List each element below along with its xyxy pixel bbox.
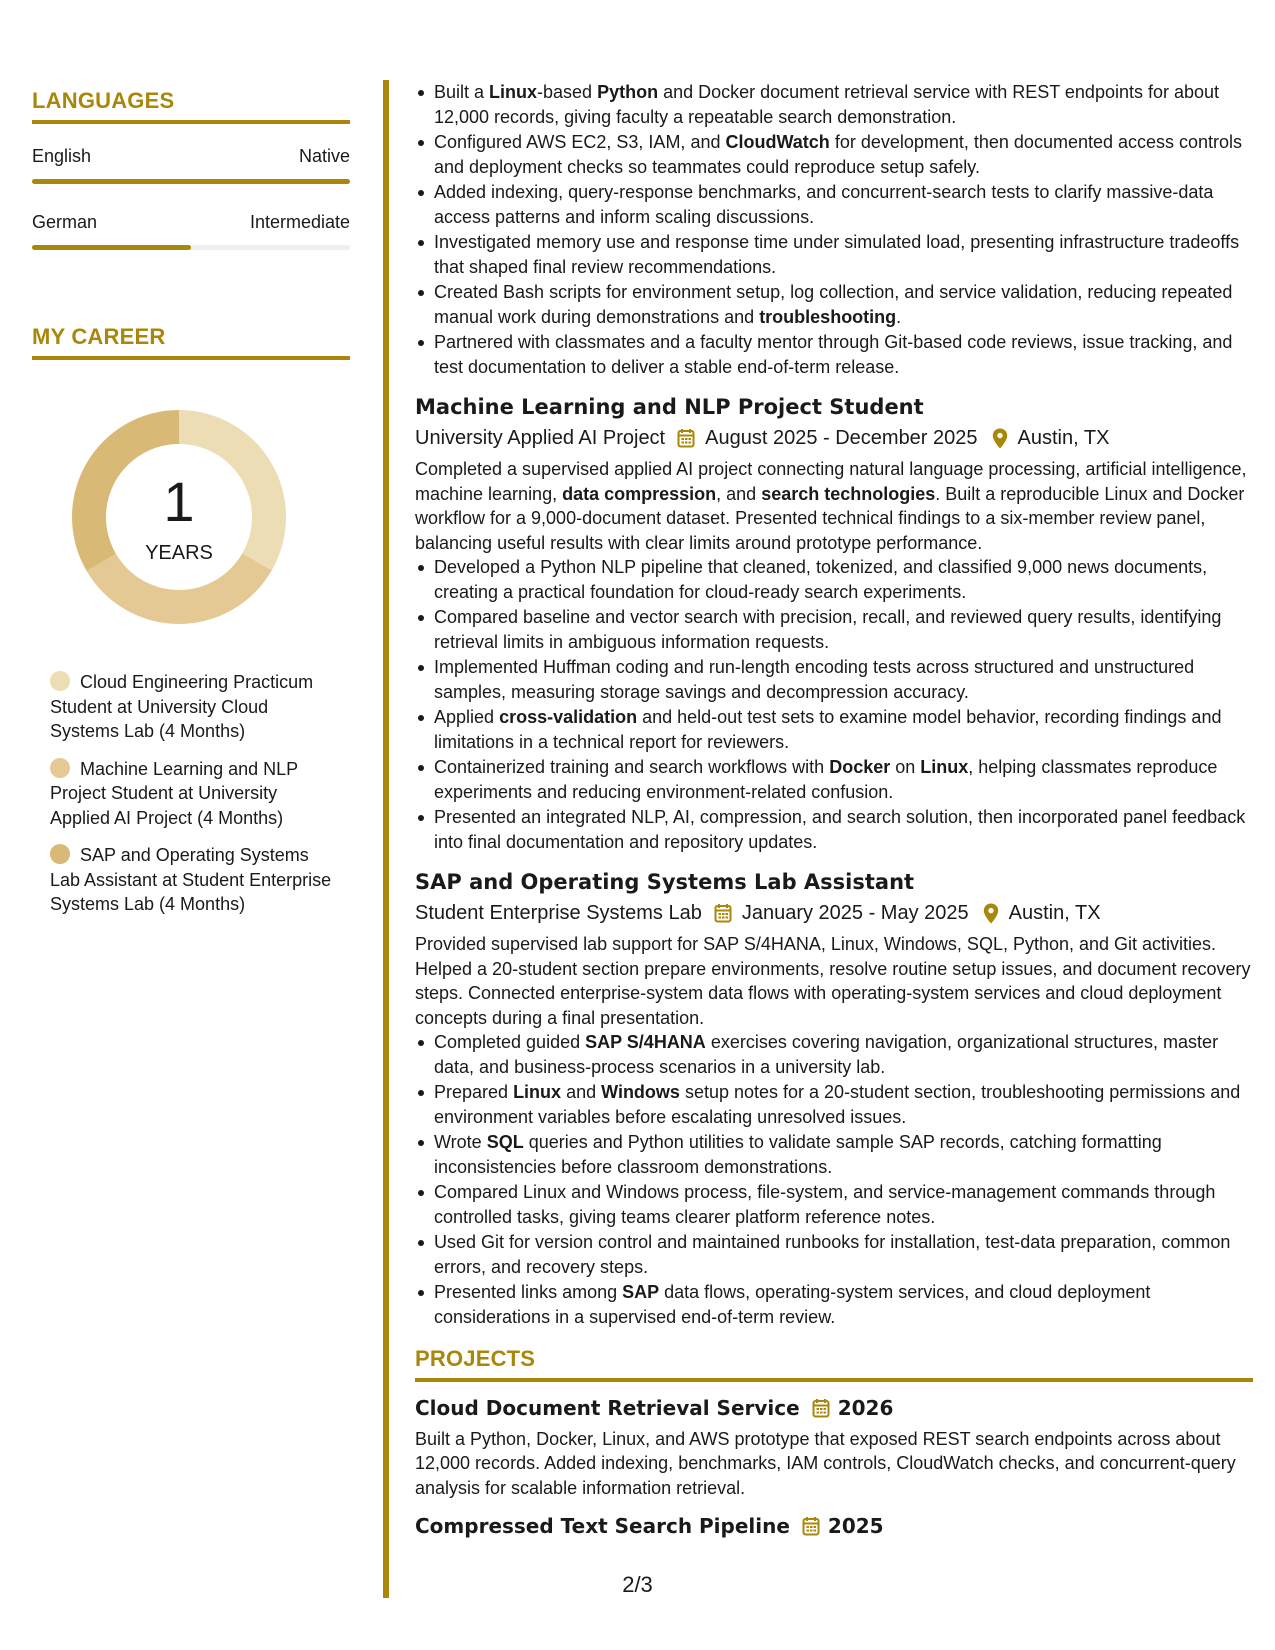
job-summary: Provided supervised lab support for SAP S/4HANA, Linux, Windows, SQL, Python, and Git activities. Helped a 20-student section prepare environments, resolve routine setup issues, and document recovery steps. Connected enterprise-system data flows with operating-system services and cloud deployment concepts during a final presentation. [415,934,1251,1028]
job-title: Machine Learning and NLP Project Student [415,395,924,419]
bullet-item: Configured AWS EC2, S3, IAM, and CloudWatch for development, then documented access controls and deployment checks so teammates could reproduce setup safely. [434,130,1253,179]
bullet-item: Compared baseline and vector search with precision, recall, and reviewed query results, identifying retrieval limits in ambiguous information requests. [434,605,1253,654]
language-level-bar [32,245,350,250]
bullet-item: Built a Linux-based Python and Docker document retrieval service with REST endpoints for about 12,000 records, giving faculty a repeatable search demonstration. [434,80,1253,129]
main-content [415,80,1253,1540]
job-dates: August 2025 - December 2025 [705,427,978,449]
job-org: Student Enterprise Systems Lab [415,902,702,924]
legend-dot [50,844,70,864]
career-donut-chart [66,404,292,630]
calendar-icon [802,1516,820,1536]
project-description: Built a Python, Docker, Linux, and AWS prototype that exposed REST search endpoints across about 12,000 records. Added indexing, benchmarks, IAM controls, CloudWatch checks, and concurrent-query analysis for scalable information retrieval. [415,1428,1236,1498]
project-year: 2026 [837,1395,894,1420]
career-total-label: YEARS [145,542,213,564]
bullet-item: Prepared Linux and Windows setup notes for a 20-student section, troubleshooting permissions and environment variables before escalating unresolved issues. [434,1080,1253,1129]
language-name: English [32,146,92,166]
intro-bullet-list [415,80,1253,379]
legend-text: SAP and Operating Systems Lab Assistant at Student Enterprise Systems Lab (4 Months) [50,845,332,914]
language-level-bar [32,179,350,184]
legend-text: Machine Learning and NLP Project Student at University Applied AI Project (4 Months) [50,758,298,828]
sidebar [32,88,350,930]
job-dates: January 2025 - May 2025 [741,902,969,924]
bullet-item: Applied cross-validation and held-out test sets to examine model behavior, recording findings and limitations in a technical report for reviewers. [434,705,1253,754]
language-level: Native [298,146,350,166]
career-legend-item [50,843,340,917]
language-level: Intermediate [249,212,350,232]
job-meta [415,424,1253,452]
bullet-item: Presented links among SAP data flows, operating-system services, and cloud deployment considerations in a supervised end-of-term review. [434,1280,1253,1329]
project-title-row [415,1394,1253,1422]
bullet-item: Developed a Python NLP pipeline that cleaned, tokenized, and classified 9,000 news documents, creating a practical foundation for cloud-ready search experiments. [434,555,1253,604]
job-org: University Applied AI Project [415,427,666,449]
legend-text: Cloud Engineering Practicum Student at University Cloud Systems Lab (4 Months) [50,672,314,741]
language-list [32,146,350,250]
language-item [32,212,350,250]
column-divider [383,80,389,1598]
language-level-fill [32,179,350,184]
location-pin-icon [983,903,999,924]
project-entry [415,1394,1253,1501]
job-summary: Completed a supervised applied AI project connecting natural language processing, artificial intelligence, machine learning, data compression, and search technologies. Built a reproducible Linux and Docker workflow for a 9,000-document dataset. Presented technical findings to a six-member review panel, balancing useful results with clear limits around prototype performance. [415,459,1247,553]
calendar-icon [677,428,695,448]
bullet-item: Implemented Huffman coding and run-length encoding tests across structured and unstructured samples, measuring storage savings and decompression accuracy. [434,655,1253,704]
bullet-item: Investigated memory use and response time under simulated load, presenting infrastructure tradeoffs that shaped final review recommendations. [434,230,1253,279]
bullet-item: Containerized training and search workflows with Docker on Linux, helping classmates reproduce experiments and reducing environment-related confusion. [434,755,1253,804]
career-total-number: 1 [163,470,195,533]
project-title-row [415,1512,1253,1540]
bullet-item: Added indexing, query-response benchmarks, and concurrent-search tests to clarify massive-data access patterns and inform scaling discussions. [434,180,1253,229]
bullet-item: Partnered with classmates and a faculty mentor through Git-based code reviews, issue tracking, and test documentation to deliver a stable end-of-term release. [434,330,1253,379]
project-entry [415,1512,1253,1540]
project-title: Cloud Document Retrieval Service [415,1395,800,1420]
language-item [32,146,350,184]
job-bullet-list [415,555,1253,854]
job-location: Austin, TX [1008,902,1101,924]
language-level-fill [32,245,191,250]
legend-dot [50,671,70,691]
project-title: Compressed Text Search Pipeline [415,1514,790,1538]
bullet-item: Presented an integrated NLP, AI, compression, and search solution, then incorporated panel feedback into final documentation and repository updates. [434,805,1253,854]
career-heading: MY CAREER [32,324,350,360]
bullet-item: Used Git for version control and maintained runbooks for installation, test-data preparation, common errors, and recovery steps. [434,1230,1253,1279]
calendar-icon [812,1398,830,1418]
location-pin-icon [992,428,1008,449]
job-title: SAP and Operating Systems Lab Assistant [415,870,915,894]
calendar-icon [714,903,732,923]
job-bullet-list [415,1030,1253,1329]
bullet-item: Compared Linux and Windows process, file-system, and service-management commands through controlled tasks, giving teams clearer platform reference notes. [434,1180,1253,1229]
job-entry [415,393,1253,854]
project-year: 2025 [827,1514,884,1538]
languages-heading: LANGUAGES [32,88,350,124]
bullet-item: Created Bash scripts for environment setup, log collection, and service validation, reducing repeated manual work during demonstrations and troubleshooting. [434,280,1253,329]
bullet-item: Completed guided SAP S/4HANA exercises covering navigation, organizational structures, master data, and business-process scenarios in a university lab. [434,1030,1253,1079]
bullet-item: Wrote SQL queries and Python utilities to validate sample SAP records, catching formatting inconsistencies before classroom demonstrations. [434,1130,1253,1179]
page-number: 2/3 [622,1572,653,1597]
career-legend-item [50,757,340,831]
language-name: German [32,212,98,232]
job-entry [415,868,1253,1329]
legend-dot [50,758,70,778]
career-legend-item [50,670,340,744]
career-legend [50,670,340,917]
job-location: Austin, TX [1017,427,1110,449]
job-meta [415,899,1253,927]
projects-heading: PROJECTS [415,1347,1253,1382]
